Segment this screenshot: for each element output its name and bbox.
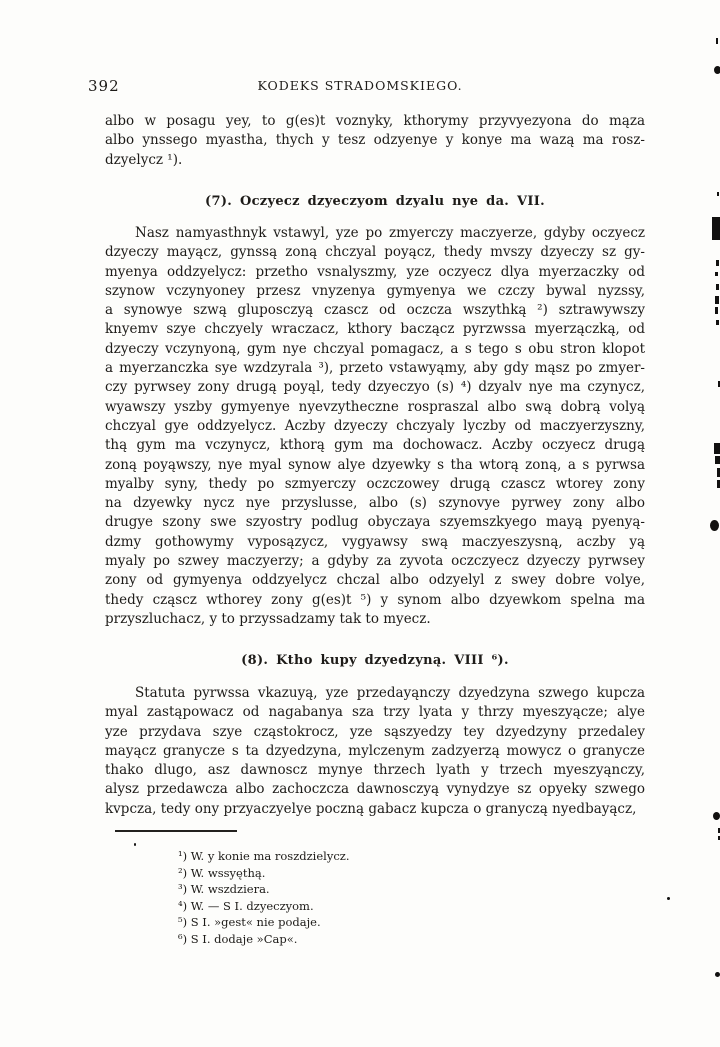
text-line: Nasz namyasthnyk vstawyl, yze po zmyerczy maczyerze, gdyby oczyecz — [135, 225, 645, 241]
text-line: alysz przedawcza albo zachoczcza dawnosczyą vynydzye sz opyeky szwego — [105, 781, 645, 798]
text-line: wyawszy yszby gymyenye nyevzytheczne rospraszal albo swą dobrą volyą — [105, 398, 645, 415]
scan-artifact — [715, 456, 720, 464]
text-line: przyszluchacz, y to przyssadzamy tak to myecz. — [105, 610, 431, 627]
scan-artifact — [715, 296, 719, 304]
text-line: albo w posagu yey, to g(es)t voznyky, kthorymy przyvyezyona do mąza — [105, 113, 645, 129]
page-header — [0, 76, 720, 96]
text-line: dzyeczy mayącz, gynssą zoną chczyal poyącz, thedy mvszy dzyeczy sz gy- — [105, 244, 645, 261]
scan-artifact — [710, 520, 719, 531]
footnotes-block — [178, 848, 538, 947]
scan-artifact — [716, 320, 719, 325]
text-line: myal zastąpowacz od nagabanya sza trzy lyata y thrzy myeszyącze; alye — [105, 704, 645, 721]
scan-artifact — [716, 260, 719, 266]
text-line: ¹) W. y konie ma roszdzielycz. — [178, 849, 350, 863]
page-number: 392 — [88, 77, 120, 95]
text-line: drugye szony swe szyostry podlug obyczaya szyemszkyego mayą pyenyą- — [105, 514, 645, 531]
scan-artifact — [713, 812, 720, 820]
scan-artifact — [667, 897, 670, 900]
paragraph-continuation — [105, 112, 645, 170]
text-line: ³) W. wszdziera. — [178, 882, 270, 896]
text-line: a myerzanczka sye wzdzyrala ³), przeto vstawyąmy, aby gdy mąsz po zmyer- — [105, 360, 645, 377]
scan-artifact — [714, 443, 720, 454]
text-line: na dzyewky nycz nye przyslusse, albo (s) szynovye pyrwey zony albo — [105, 495, 645, 512]
section-7-heading: (7). Oczyecz dzyeczyom dzyalu nye da. VII. — [205, 194, 545, 209]
text-line: kvpcza, tedy ony przyaczyelye poczną gabacz kupcza o granyczą nyedbayącz, — [105, 800, 637, 817]
scan-artifact — [716, 38, 718, 44]
text-line: ⁵) S I. »gest« nie podaje. — [178, 915, 321, 929]
text-line: a synowye szwą gluposczyą czascz od oczcza wszythką ²) sztrawywszy — [105, 302, 645, 319]
section-7-paragraph — [105, 224, 645, 629]
running-title: KODEKS STRADOMSKIEGO. — [257, 78, 463, 93]
text-line: ⁴) W. — S I. dzyeczyom. — [178, 898, 314, 913]
text-line: myenya oddzyelycz: przetho vsnalyszmy, yze oczyecz dlya myerzaczky od — [105, 263, 645, 280]
text-line: thako dlugo, asz dawnoscz mynye thrzech lyath y trzech myeszyąnczy, — [105, 762, 645, 779]
text-line: zony od gymyenya oddzyelycz chczal albo odzyelyl z swey dobre volye, — [105, 572, 645, 589]
scan-artifact — [716, 284, 719, 290]
scan-artifact — [715, 972, 720, 977]
text-line: szynow vczynyoney przesz vnyzenya gymyenya we czczy bywal nyzssy, — [105, 282, 645, 299]
text-line: dzyeczy vczynyoną, gym nye chczyal pomagacz, a s tego s obu stron klopot — [105, 340, 645, 357]
text-line: czy pyrwsey zony drugą poyąl, tedy dzyeczyo (s) ⁴) dzyalv nye ma czynycz, — [105, 379, 645, 396]
text-line: Statuta pyrwssa vkazuyą, yze przedayąnczy dzyedzyna szwego kupcza — [135, 685, 645, 701]
scan-artifact — [717, 192, 719, 196]
text-line: ⁶) S I. dodaje »Cap«. — [178, 931, 298, 946]
text-line: myalby syny, thedy po szmyerczy oczczowey drugą czascz wtorey zony — [105, 475, 645, 492]
scan-artifact — [134, 843, 136, 846]
text-line: thedy cząscz wthorey zony g(es)t ⁵) y synom albo dzyewkom spelna ma — [105, 591, 645, 608]
text-line: zoną poyąwszy, nye myal synow alye dzyewky s tha wtorą zoną, a s pyrwsa — [105, 456, 645, 473]
scan-artifact — [712, 217, 720, 240]
footnote-separator-rule — [115, 830, 237, 832]
scan-artifact — [715, 307, 718, 314]
text-line: ²) W. wssyęthą. — [178, 865, 266, 880]
section-8-paragraph — [105, 684, 645, 819]
text-line: chczyal gye oddzyelycz. Aczby dzyeczy chczyaly lyczby od maczyerzyszny, — [105, 417, 645, 434]
text-line: yze przydava szye cząstokrocz, yze sąszyedzy tey dzyedzyny przedaley — [105, 723, 645, 740]
text-line: knyemv szye chczyely wraczacz, kthory baczącz pyrzwssa myerzączką, od — [105, 321, 645, 338]
text-line: albo ynssego myastha, thych y tesz odzyenye y konye ma wazą ma rosz- — [105, 132, 645, 149]
text-line: thą gym ma vczynycz, kthorą gym ma dochowacz. Aczby oczyecz drugą — [105, 437, 645, 454]
text-line: dzyelycz ¹). — [105, 151, 183, 168]
text-line: myaly po szwey maczyerzy; a gdyby za zyvota oczczyecz dzyeczy pyrwsey — [105, 553, 645, 570]
scan-artifact — [714, 66, 720, 74]
text-line: mayącz granycze s ta dzyedzyna, mylczenym zadzyerzą mowycz o granycze — [105, 742, 645, 759]
scan-artifact — [715, 272, 718, 276]
text-line: dzmy gothowymy vyposązycz, vygyawsy swą maczyeszysną, aczby yą — [105, 533, 645, 550]
section-8-heading: (8). Ktho kupy dzyedzyną. VIII ⁶). — [241, 653, 509, 668]
